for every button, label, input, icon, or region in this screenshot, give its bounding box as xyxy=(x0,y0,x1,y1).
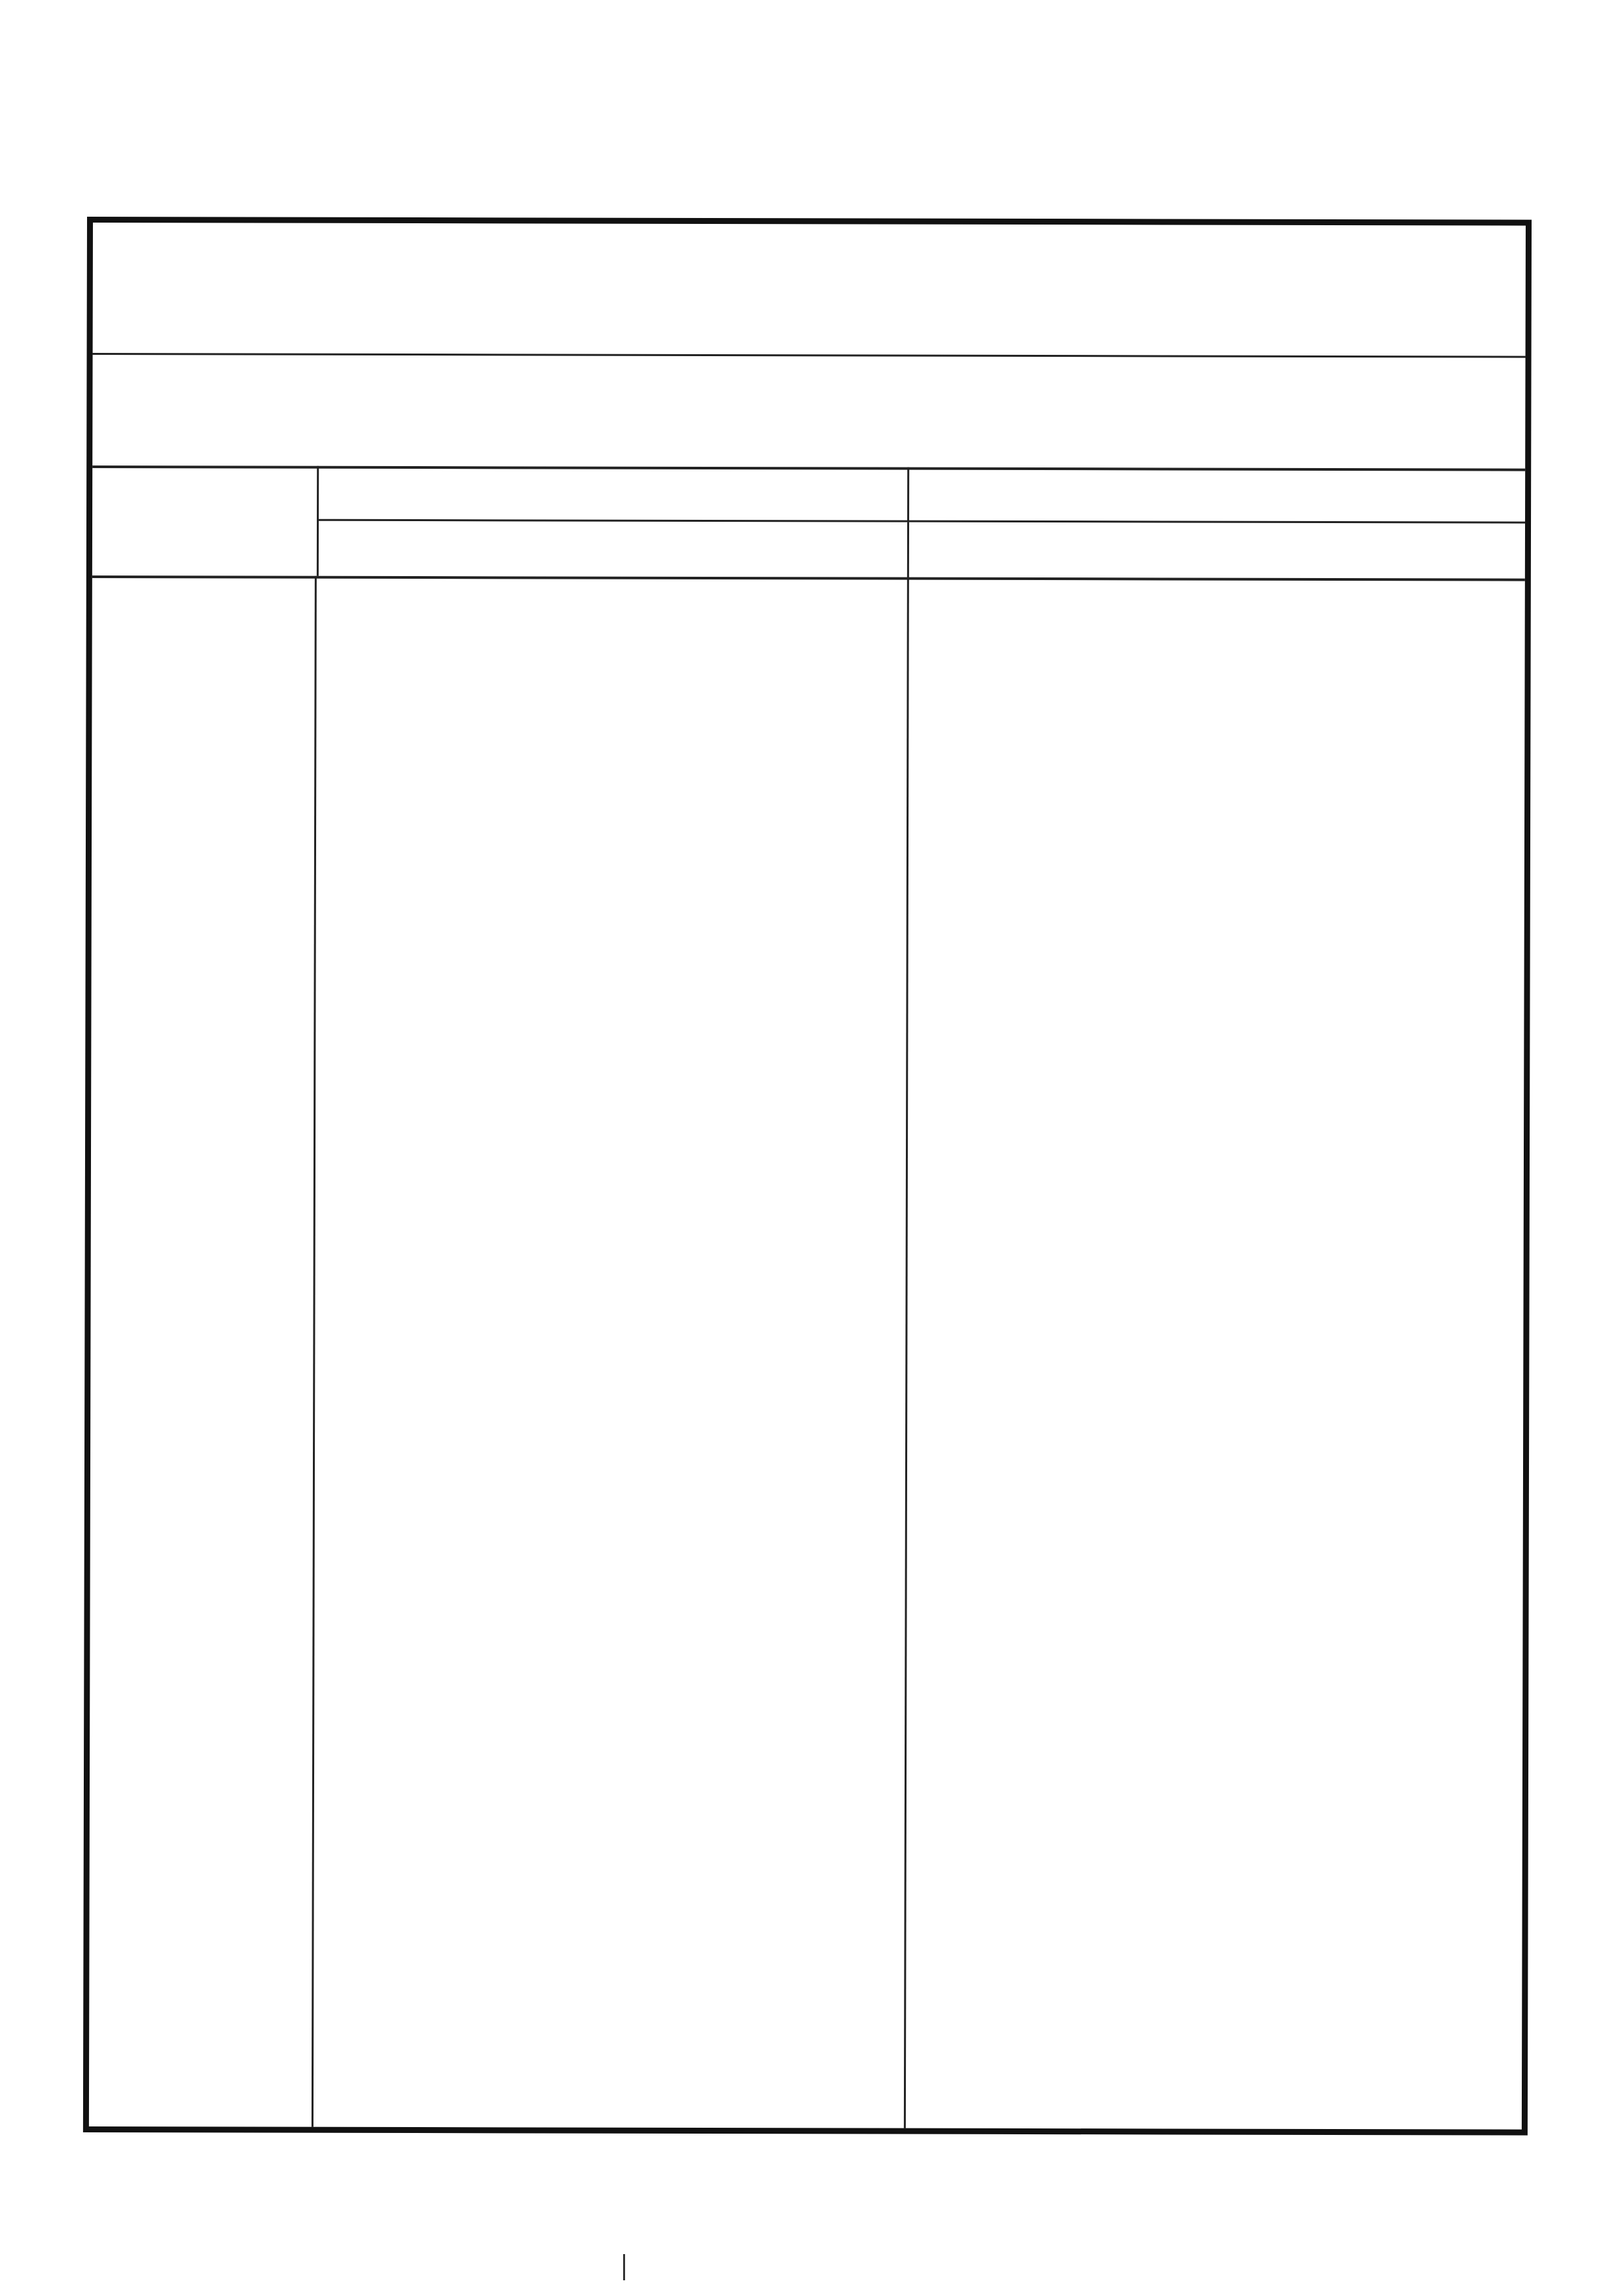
approval-doc-header xyxy=(317,466,909,522)
form-title xyxy=(93,223,1526,358)
license-change-form xyxy=(83,217,1532,2136)
incoming-doc-header xyxy=(317,521,909,577)
table-header xyxy=(92,465,1525,581)
change-content-header xyxy=(909,522,1525,579)
subtitle-text xyxy=(223,353,1414,468)
column-divider xyxy=(312,576,317,2127)
form-subtitle xyxy=(92,353,1525,471)
completion-approval-header xyxy=(909,467,1525,524)
scan-mark xyxy=(623,2254,625,2280)
change-item-header xyxy=(92,465,319,576)
records-table xyxy=(89,575,1525,2130)
column-divider xyxy=(904,577,909,2128)
